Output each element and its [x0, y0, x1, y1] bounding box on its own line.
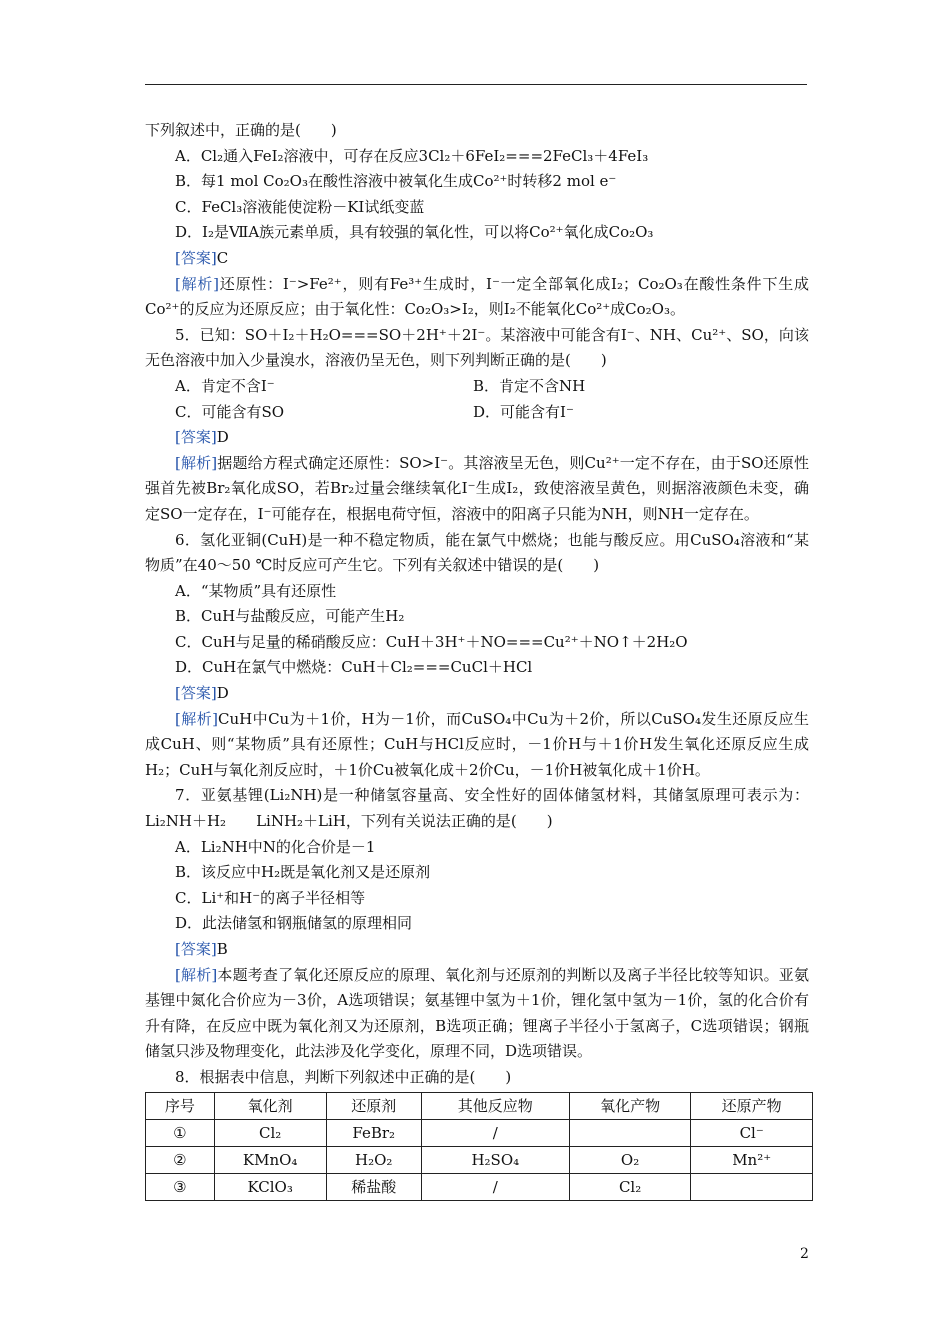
table-cell: ② — [146, 1146, 215, 1173]
q4-option-c: C．FeCl₃溶液能使淀粉－KI试纸变蓝 — [175, 197, 425, 216]
table-cell — [569, 1119, 691, 1146]
q6-stem: 6．氢化亚铜(CuH)是一种不稳定物质，能在氯气中燃烧；也能与酸反应。用CuSO₄溶液和“某物质”在40～50 ℃时反应可产生它。下列有关叙述中错误的是( ) — [145, 530, 809, 575]
q5-option-b: B．肯定不含NH — [473, 376, 586, 395]
q5-answer-value: D — [216, 428, 229, 447]
q5-analysis-text: 据题给方程式确定还原性：SO>I⁻。其溶液呈无色，则Cu²⁺一定不存在，由于SO还原性强首先被Br₂氧化成SO，若Br₂过量会继续氧化I⁻生成I₂，致使溶液呈黄色，则据溶液颜色未变，确定SO一定存在，I⁻可能存在，根据电荷守恒，溶液中的阳离子只能为NH，则NH一定存在。 — [145, 453, 809, 523]
q6-option-d: D．CuH在氯气中燃烧：CuH＋Cl₂===CuCl＋HCl — [175, 658, 533, 677]
analysis-tag: [解析] — [175, 965, 218, 984]
analysis-tag: [解析] — [175, 709, 218, 728]
table-header-row — [146, 1092, 813, 1119]
reaction-table — [145, 1092, 813, 1201]
answer-tag: [答案] — [175, 684, 217, 703]
table-cell: / — [421, 1119, 569, 1146]
q8-stem: 8．根据表中信息，判断下列叙述中正确的是( ) — [175, 1067, 512, 1086]
table-cell: ① — [146, 1119, 215, 1146]
q7-option-a: A．Li₂NH中N的化合价是－1 — [175, 837, 376, 856]
q4-analysis-text: 还原性：I⁻>Fe²⁺，则有Fe³⁺生成时，I⁻一定全部氧化成I₂；Co₂O₃在酸性条件下生成Co²⁺的反应为还原反应；由于氧化性：Co₂O₃>I₂，则I₂不能氧化Co²⁺成Co₂O₃。 — [145, 274, 809, 319]
table-cell: H₂SO₄ — [421, 1146, 569, 1173]
q5-answer — [145, 425, 809, 451]
q7-option-b: B．该反应中H₂既是氧化剂又是还原剂 — [175, 863, 431, 882]
q5-analysis — [145, 451, 809, 528]
q7-option-d: D．此法储氢和钢瓶储氢的原理相同 — [175, 914, 413, 933]
table-cell: FeBr₂ — [326, 1119, 421, 1146]
q6-answer-value: D — [216, 684, 229, 703]
q4-analysis — [145, 272, 809, 323]
table-cell: KClO₃ — [214, 1173, 326, 1200]
q6-option-a: A．“某物质”具有还原性 — [175, 581, 337, 600]
table-header-cell: 还原剂 — [326, 1092, 421, 1119]
q4-stem: 下列叙述中，正确的是( ) — [145, 121, 337, 139]
table-header-cell: 其他反应物 — [421, 1092, 569, 1119]
table-cell — [691, 1173, 813, 1200]
table-header-cell: 氧化剂 — [214, 1092, 326, 1119]
q7-option-c: C．Li⁺和H⁻的离子半径相等 — [175, 888, 366, 907]
q5-options-row-1 — [145, 374, 809, 400]
table-row — [146, 1119, 813, 1146]
q6-option-c: C．CuH与足量的稀硝酸反应：CuH＋3H⁺＋NO===Cu²⁺＋NO↑＋2H₂O — [175, 632, 688, 651]
q7-analysis-text: 本题考查了氧化还原反应的原理、氧化剂与还原剂的判断以及离子半径比较等知识。亚氨基锂中氮化合价应为－3价，A选项错误；氨基锂中氢为＋1价，锂化氢中氢为－1价，氢的化合价有升有降，在反应中既为氧化剂又为还原剂，B选项正确；锂离子半径小于氢离子，C选项错误；钢瓶储氢只涉及物理变化，此法涉及化学变化，原理不同，D选项错误。 — [145, 965, 809, 1061]
table-row — [146, 1173, 813, 1200]
q4-answer-value: C — [216, 248, 229, 267]
table-header-cell: 氧化产物 — [569, 1092, 691, 1119]
analysis-tag: [解析] — [175, 453, 218, 472]
table-cell: Cl⁻ — [691, 1119, 813, 1146]
table-cell: Cl₂ — [569, 1173, 691, 1200]
table-header-cell: 序号 — [146, 1092, 215, 1119]
document-body — [145, 118, 809, 1201]
q6-answer — [145, 681, 809, 707]
q4-option-d: D．I₂是ⅦA族元素单质，具有较强的氧化性，可以将Co²⁺氧化成Co₂O₃ — [175, 223, 654, 242]
table-row — [146, 1146, 813, 1173]
q6-analysis — [145, 707, 809, 784]
table-cell: KMnO₄ — [214, 1146, 326, 1173]
answer-tag: [答案] — [175, 248, 217, 267]
q5-option-c: C．可能含有SO — [175, 402, 285, 421]
table-header-cell: 还原产物 — [691, 1092, 813, 1119]
q5-stem: 5．已知：SO＋I₂＋H₂O===SO＋2H⁺＋2I⁻。某溶液中可能含有I⁻、NH、Cu²⁺、SO，向该无色溶液中加入少量溴水，溶液仍呈无色，则下列判断正确的是( ) — [145, 325, 809, 370]
q5-option-d: D．可能含有I⁻ — [473, 402, 574, 421]
q7-analysis — [145, 963, 809, 1065]
q4-answer — [145, 246, 809, 272]
table-cell: Cl₂ — [214, 1119, 326, 1146]
table-cell: / — [421, 1173, 569, 1200]
table-cell: Mn²⁺ — [691, 1146, 813, 1173]
analysis-tag: [解析] — [175, 274, 220, 293]
answer-tag: [答案] — [175, 940, 217, 958]
q7-stem: 7．亚氨基锂(Li₂NH)是一种储氢容量高、安全性好的固体储氢材料，其储氢原理可表示为：Li₂NH＋H₂ LiNH₂＋LiH，下列有关说法正确的是( ) — [145, 786, 809, 831]
q7-answer-value: B — [216, 940, 228, 958]
table-cell: H₂O₂ — [326, 1146, 421, 1173]
q5-options-row-2 — [145, 400, 809, 426]
q4-option-a: A．Cl₂通入FeI₂溶液中，可存在反应3Cl₂＋6FeI₂===2FeCl₃＋4FeI₃ — [175, 146, 649, 165]
q4-option-b: B．每1 mol Co₂O₃在酸性溶液中被氧化生成Co²⁺时转移2 mol e⁻ — [175, 172, 617, 191]
q5-option-a: A．肯定不含I⁻ — [175, 376, 275, 395]
answer-tag: [答案] — [175, 428, 217, 447]
page-number: 2 — [800, 1246, 809, 1262]
table-cell: O₂ — [569, 1146, 691, 1173]
table-cell: ③ — [146, 1173, 215, 1200]
q6-analysis-text: CuH中Cu为＋1价，H为－1价，而CuSO₄中Cu为＋2价，所以CuSO₄发生还原反应生成CuH、则“某物质”具有还原性；CuH与HCl反应时，－1价H与＋1价H发生氧化还原反应生成H₂；CuH与氧化剂反应时，＋1价Cu被氧化成＋2价Cu，－1价H被氧化成＋1价H。 — [145, 709, 809, 779]
q6-option-b: B．CuH与盐酸反应，可能产生H₂ — [175, 607, 405, 626]
header-rule — [145, 84, 807, 85]
q7-answer — [145, 937, 809, 963]
table-cell: 稀盐酸 — [326, 1173, 421, 1200]
